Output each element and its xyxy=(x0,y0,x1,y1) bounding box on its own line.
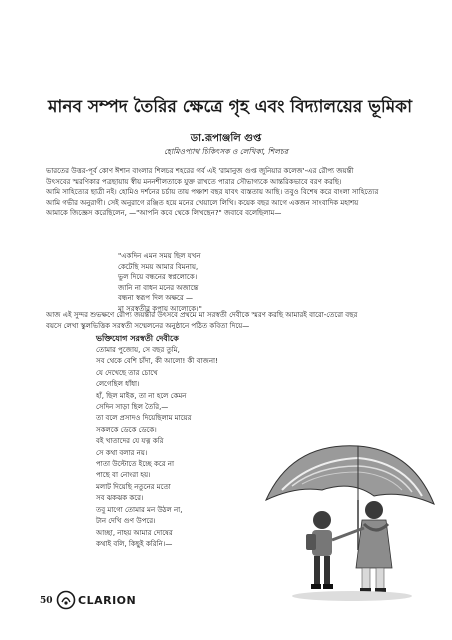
poem-line: মলাট দিয়েছি নতুনের মতো xyxy=(96,482,171,491)
ground-shadow xyxy=(292,591,412,601)
intro-line: উৎসবের স্মরণিকার পত্রছায়ায় স্বীয় মননশীলতাকে যুক্ত রাখতে পারার সৌভাগ্যকে আন্তরিকভাবে বরণ করছি। xyxy=(46,177,342,186)
article-title: মানব সম্পদ তৈরির ক্ষেত্রে গৃহ এবং বিদ্যালয়ের ভূমিকা xyxy=(47,97,412,117)
poem-line: যে দেখেছে তার চোখে xyxy=(96,368,158,377)
verse-line: ভুল দিয়ে বন্ধনের স্বপ্নলোকে। xyxy=(118,273,198,281)
poem-line: পাছে বা নোংরা হয়। xyxy=(96,471,151,480)
intro-line: ভারতের উত্তর-পূর্ব কোণ ঈশান বাংলার শিলচর শহরের গর্ব এই 'রামানুজ গুপ্ত জুনিয়ার কলেজ'-এর রৌপ্য জয়ন্তী xyxy=(46,167,354,175)
page-number: 50 xyxy=(40,596,53,606)
poem-line: তোমার পুজোয়, সে বছর তুমি, xyxy=(96,346,180,354)
poem-line: টান দেখি গুণ উপরে। xyxy=(96,517,156,526)
poem-line: হাঁ, ছিল মাইক, তা না হলে কেমন xyxy=(96,391,187,400)
paragraph-line: আজ এই সুন্দর শুভক্ষণে রৌপ্য জয়ন্তীর উৎসবে প্রথমে মা সরস্বতী দেবীকে স্মরণ করছি আমারই বারো-তেরো বছর xyxy=(46,311,358,319)
verse-line: মা সরস্বতীর কৃপায় আলোকে।" xyxy=(118,304,202,313)
poem-line: সব ঝকঝক করে। xyxy=(96,494,144,503)
poem-line: সব থেকে বেশি চাঁদা, কী আলো! কী বাজনা! xyxy=(96,357,218,366)
author-affiliation: হোমিওপ্যাথ চিকিৎসক ও লেখিকা, শিলচর xyxy=(164,147,288,156)
intro-line: আমি গভীর অনুরাগী। সেই অনুরাগে রঞ্জিত হয়ে মনের খেয়ালে লিখি। কয়েক বছর আগে একজন সাংবাদিক মহাশয় xyxy=(46,198,359,207)
verse-line: বন্ধনা স্বরূপ দিল অক্ষরে — xyxy=(118,294,193,302)
clarion-logo-icon xyxy=(56,590,76,610)
mother-child-umbrella-illustration xyxy=(262,440,438,605)
poem-line: আচ্ছা, নাহয় আমার দোষের xyxy=(96,528,173,537)
poem-title: ভক্তিযোগ সরস্বতী দেবীকে xyxy=(96,334,179,343)
poem-line: সকলকে ডেকে ডেকে। xyxy=(96,425,157,434)
brand-name: CLARION xyxy=(78,594,137,607)
child-figure xyxy=(306,511,333,589)
poem-line: লেগেছিল ধাঁধা। xyxy=(96,380,140,389)
poem-line: কথাই বলি, কিছুই করিনি।— xyxy=(96,539,173,548)
poem-line: তা বলে প্রসাদও দিয়েছিলাম মায়ের xyxy=(96,414,192,423)
paragraph-line: বয়সে লেখা স্কুলভিত্তিক সরস্বতী সম্মেলনের অনুষ্ঠানে পঠিত কবিতা দিয়ে— xyxy=(46,321,250,330)
verse-line: কেটেছি সময় আমার বিমনায়, xyxy=(118,262,199,271)
quoted-verse xyxy=(118,251,378,314)
poem-line: তবু মাগো তোমার মন উঠল না, xyxy=(96,505,183,514)
poem-line: বই খাতাদের যে যত্ন করি xyxy=(96,437,164,446)
verse-line: "একদিন এমন সময় ছিল যখন xyxy=(118,252,201,260)
poem-line: পাতা উল্টোতে ইচ্ছে করে না xyxy=(96,460,174,469)
verse-line: জানি না বাধন মনের অজান্তে xyxy=(118,283,199,292)
poem-line: সেদিন সাড়া ছিল তৈরি,— xyxy=(96,403,169,412)
poem-body xyxy=(96,345,276,550)
intro-line: আমাকে জিজ্ঞেস করেছিলেন, —"আপনি কবে থেকে লিখছেন?" জবাবে বলেছিলাম— xyxy=(46,209,282,217)
poem-line: সে কথা বলার নয়। xyxy=(96,448,148,457)
mother-figure xyxy=(332,501,392,593)
intro-paragraph xyxy=(46,166,414,219)
second-paragraph xyxy=(46,310,414,331)
intro-line: আমি সাহিত্যের ছাত্রী নই। হোমিও দর্শনের চর্চায় তায় পঞ্চাশ বছর যাবৎ ব্যস্ততায় আছি। তবুও বিশেষ করে বাংলা সাহিত্যের xyxy=(46,188,379,196)
author-name: ডা.রূপাঞ্জলি গুপ্ত xyxy=(190,133,262,144)
